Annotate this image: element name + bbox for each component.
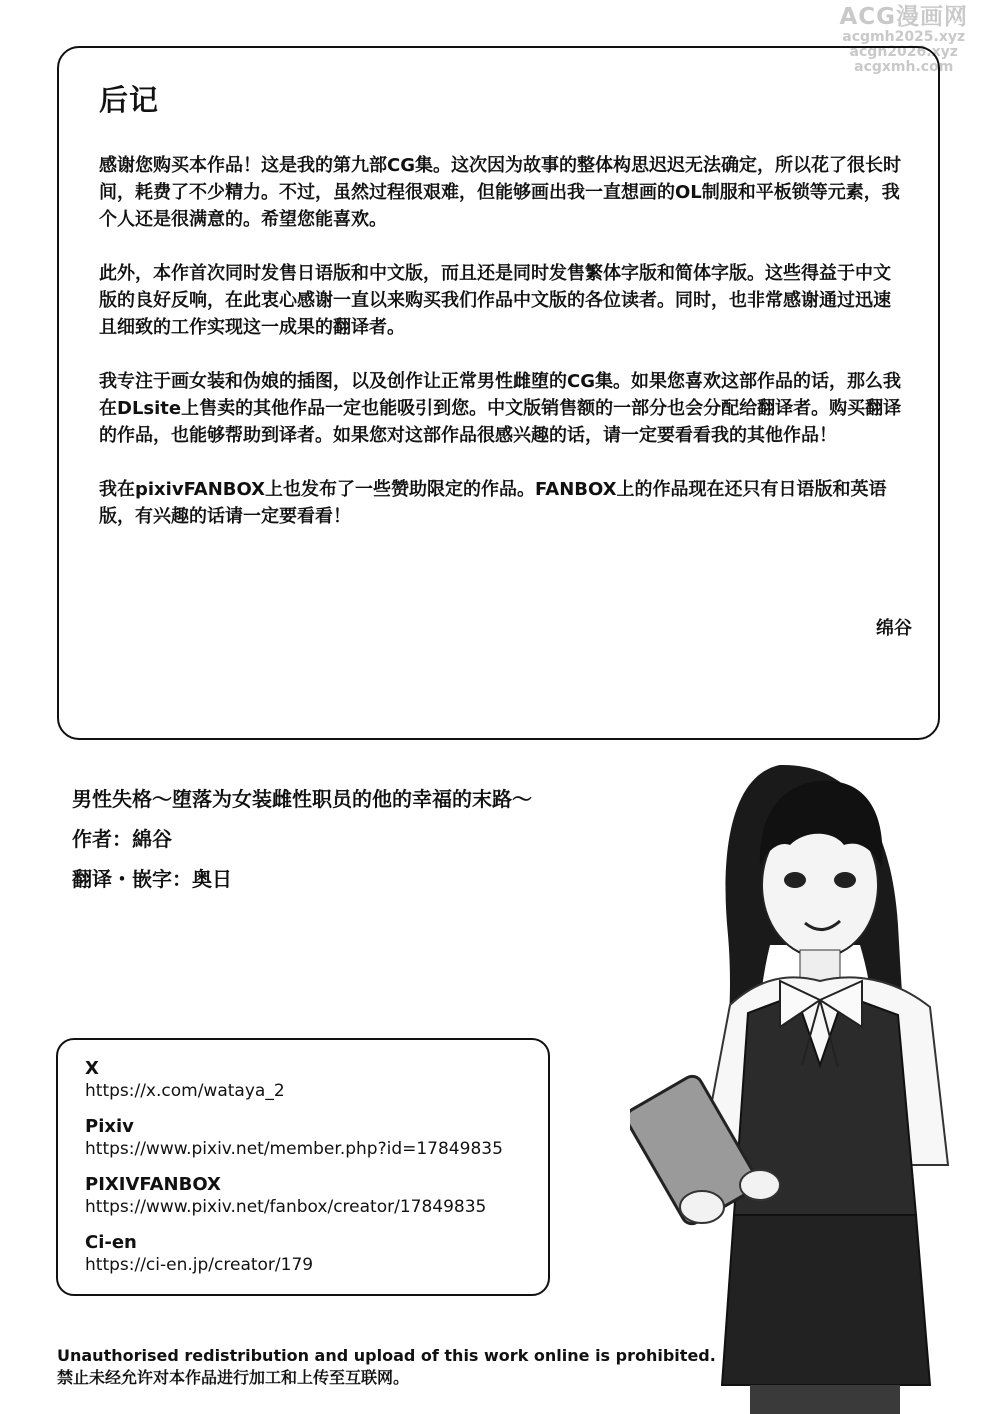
- hand-left: [680, 1191, 724, 1223]
- link-label-fanbox: PIXIVFANBOX: [85, 1174, 221, 1195]
- link-url-ci-en[interactable]: https://ci-en.jp/creator/179: [85, 1255, 314, 1275]
- notice-chinese: 禁止未经允许对本作品进行加工和上传至互联网。: [57, 1368, 410, 1387]
- link-label-x: X: [85, 1058, 99, 1079]
- link-url-fanbox[interactable]: https://www.pixiv.net/fanbox/creator/17849835: [85, 1197, 487, 1217]
- office-lady-illustration: [630, 745, 1000, 1414]
- watermark-domain: acgmh2025.xyz: [842, 29, 966, 45]
- link-label-ci-en: Ci-en: [85, 1232, 137, 1253]
- afterword-paragraph: 我在pixivFANBOX上也发布了一些赞助限定的作品。FANBOX上的作品现在还只有日语版和英语版，有兴趣的话请一定要看看！: [99, 479, 887, 527]
- link-label-pixiv: Pixiv: [85, 1116, 134, 1137]
- copyright-notice: [57, 1345, 716, 1389]
- work-title: 男性失格～堕落为女装雌性职员的他的幸福的末路～: [72, 787, 532, 811]
- legs: [750, 1385, 900, 1414]
- hand-right: [740, 1170, 780, 1200]
- afterword-paragraph: 感谢您购买本作品！这是我的第九部CG集。这次因为故事的整体构思迟迟无法确定，所以花了很长时间，耗费了不少精力。不过，虽然过程很艰难，但能够画出我一直想画的OL制服和平板锁等元素，我个人还是很满意的。希望您能喜欢。: [99, 155, 901, 230]
- watermark-brand: ACG漫画网: [839, 4, 968, 30]
- afterword-title: 后记: [99, 83, 160, 117]
- afterword-body: [99, 152, 907, 557]
- left-eye: [784, 872, 806, 888]
- translation-credit: 翻译・嵌字：奥日: [72, 867, 232, 891]
- afterword-signature: 绵谷: [876, 618, 912, 639]
- watermark-domain: acgn2026.xyz: [849, 44, 958, 60]
- notice-english: Unauthorised redistribution and upload of this work online is prohibited.: [57, 1346, 716, 1365]
- afterword-paragraph: 此外，本作首次同时发售日语版和中文版，而且还是同时发售繁体字版和简体字版。这些得益于中文版的良好反响，在此衷心感谢一直以来购买我们作品中文版的各位读者。同时，也非常感谢通过迅速且细致的工作实现这一成果的翻译者。: [99, 263, 891, 338]
- skirt: [722, 1215, 930, 1385]
- author-credit: 作者：綿谷: [72, 827, 172, 851]
- credits-block: [72, 787, 532, 907]
- link-url-pixiv[interactable]: https://www.pixiv.net/member.php?id=17849835: [85, 1139, 503, 1159]
- links-box: [56, 1038, 550, 1296]
- link-url-x[interactable]: https://x.com/wataya_2: [85, 1081, 285, 1101]
- watermark-domain: acgxmh.com: [854, 59, 954, 75]
- afterword-box: [57, 46, 940, 740]
- right-eye: [834, 872, 856, 888]
- afterword-paragraph: 我专注于画女装和伪娘的插图，以及创作让正常男性雌堕的CG集。如果您喜欢这部作品的话，那么我在DLsite上售卖的其他作品一定也能吸引到您。中文版销售额的一部分也会分配给翻译者。购买翻译的作品，也能够帮助到译者。如果您对这部作品很感兴趣的话，请一定要看看我的其他作品！: [99, 371, 902, 446]
